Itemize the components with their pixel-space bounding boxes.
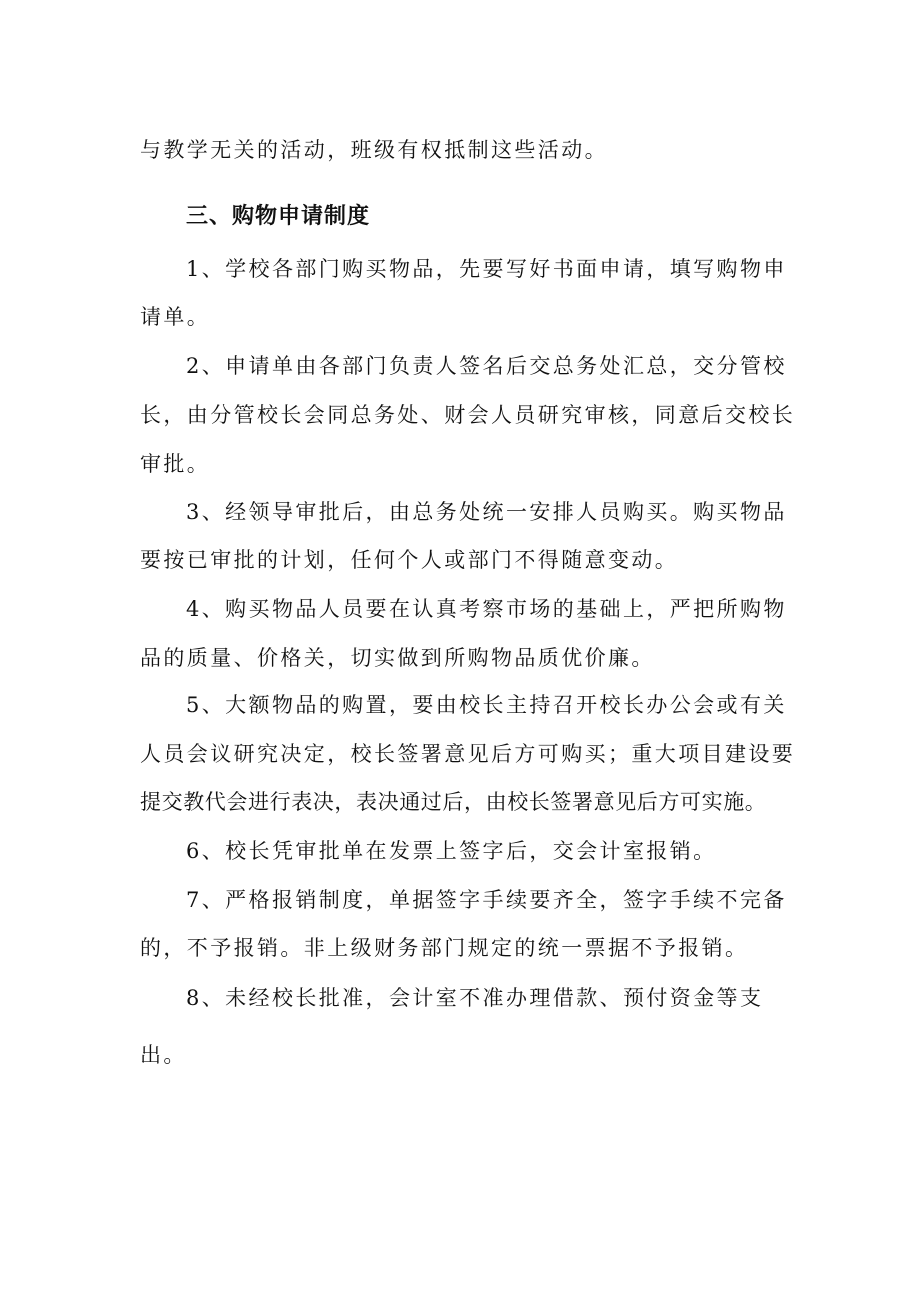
item-2-line-3: 审批。 bbox=[140, 452, 211, 476]
item-4-line-2: 品的质量、价格关，切实做到所购物品质优价廉。 bbox=[140, 646, 655, 670]
item-1-line-2: 请单。 bbox=[140, 305, 211, 329]
item-7-line-2: 的，不予报销。非上级财务部门规定的统一票据不予报销。 bbox=[140, 936, 749, 960]
item-6-line-1: 6、校长凭审批单在发票上签字后，交会计室报销。 bbox=[186, 839, 717, 863]
item-8-line-1: 8、未经校长批准，会计室不准办理借款、预付资金等支 bbox=[186, 986, 764, 1010]
section-title: 三、购物申请制度 bbox=[186, 204, 371, 229]
item-2-line-2: 长，由分管校长会同总务处、财会人员研究审核，同意后交校长 bbox=[140, 403, 796, 427]
item-2-line-1: 2、申请单由各部门负责人签名后交总务处汇总，交分管校 bbox=[186, 354, 787, 378]
item-7-line-1: 7、严格报销制度，单据签字手续要齐全，签字手续不完备 bbox=[186, 888, 787, 912]
item-5-line-2: 人员会议研究决定，校长签署意见后方可购买；重大项目建设要 bbox=[140, 742, 796, 766]
item-3-line-1: 3、经领导审批后，由总务处统一安排人员购买。购买物品 bbox=[186, 500, 787, 524]
item-1-line-1: 1、学校各部门购买物品，先要写好书面申请，填写购物申 bbox=[186, 257, 787, 281]
item-5-line-3: 提交教代会进行表决，表决通过后，由校长签署意见后方可实施。 bbox=[140, 790, 767, 814]
item-4-line-1: 4、购买物品人员要在认真考察市场的基础上，严把所购物 bbox=[186, 597, 787, 621]
item-8-line-2: 出。 bbox=[140, 1043, 187, 1067]
intro-line: 与教学无关的活动，班级有权抵制这些活动。 bbox=[140, 138, 608, 162]
item-3-line-2: 要按已审批的计划，任何个人或部门不得随意变动。 bbox=[140, 548, 679, 572]
item-5-line-1: 5、大额物品的购置，要由校长主持召开校长办公会或有关 bbox=[186, 693, 787, 717]
